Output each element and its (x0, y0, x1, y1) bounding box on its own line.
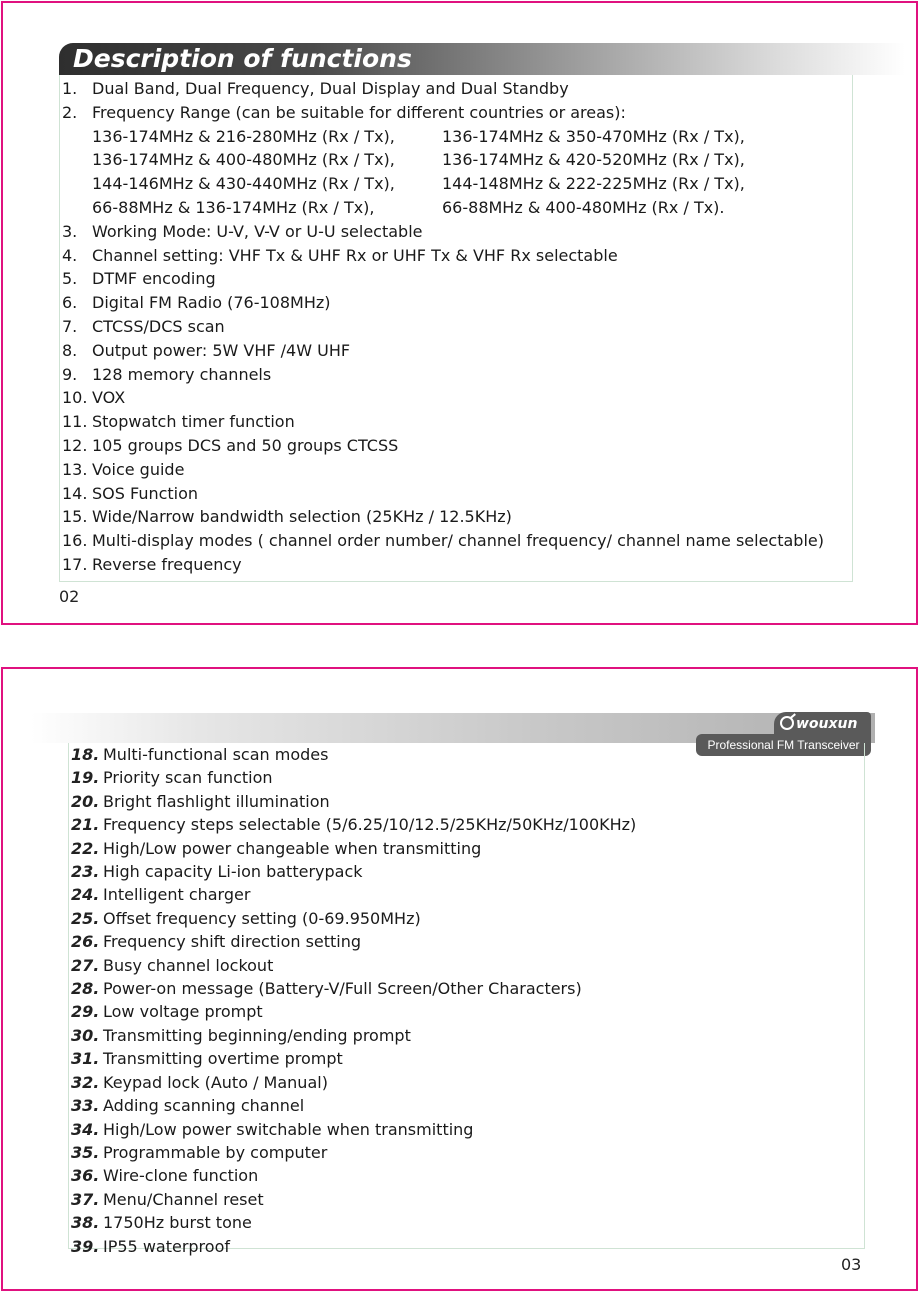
frequency-right: 136-174MHz & 420-520MHz (Rx / Tx), (442, 150, 745, 170)
item-text: Menu/Channel reset (103, 1189, 264, 1209)
functions-box-2 (68, 743, 865, 1256)
frequency-left: 66-88MHz & 136-174MHz (Rx / Tx), (92, 197, 375, 217)
item-text: Transmitting beginning/ending prompt (103, 1025, 411, 1045)
list-item (71, 1211, 636, 1234)
item-number: 5. (62, 269, 78, 289)
item-text: CTCSS/DCS scan (92, 316, 225, 336)
list-item (71, 1141, 636, 1164)
list-item (62, 291, 824, 315)
item-text: Frequency Range (can be suitable for different countries or areas): (92, 102, 626, 122)
list-item (62, 363, 824, 387)
list-item (71, 1164, 636, 1187)
item-text: Intelligent charger (103, 885, 251, 905)
list-item (62, 315, 824, 339)
list-item (71, 813, 636, 836)
item-text: VOX (92, 388, 126, 408)
functions-box-1 (59, 75, 853, 582)
brand-name-badge (774, 712, 871, 736)
item-text: Channel setting: VHF Tx & UHF Rx or UHF Tx & VHF Rx selectable (92, 245, 618, 265)
item-number: 18. (71, 745, 100, 764)
brand-name: wouxun (796, 716, 858, 732)
list-item (71, 907, 636, 930)
list-item (71, 977, 636, 1000)
list-item (62, 220, 824, 244)
item-number: 12. (62, 435, 88, 455)
item-text: 105 groups DCS and 50 groups CTCSS (92, 435, 399, 455)
item-text: Multi-functional scan modes (103, 745, 329, 764)
frequency-right: 144-148MHz & 222-225MHz (Rx / Tx), (442, 174, 745, 194)
manual-page-03 (1, 667, 918, 1291)
item-number: 37. (71, 1189, 100, 1209)
list-item (62, 553, 824, 577)
item-number: 38. (71, 1213, 100, 1233)
item-number: 16. (62, 531, 88, 551)
item-text: DTMF encoding (92, 269, 216, 289)
item-text: Adding scanning channel (103, 1096, 305, 1116)
function-list-2 (71, 743, 636, 1258)
item-text: Stopwatch timer function (92, 412, 295, 432)
item-text: Power-on message (Battery-V/Full Screen/Other Characters) (103, 979, 582, 999)
page-number: 02 (59, 587, 80, 606)
list-item (62, 482, 824, 506)
item-number: 22. (71, 838, 100, 858)
frequency-row (62, 125, 824, 149)
item-number: 13. (62, 459, 88, 479)
item-text: High capacity Li-ion batterypack (103, 862, 363, 882)
list-item (71, 1071, 636, 1094)
item-number: 39. (71, 1236, 100, 1256)
item-number: 8. (62, 340, 78, 360)
list-item (71, 954, 636, 977)
item-number: 27. (71, 955, 100, 975)
list-item (71, 1118, 636, 1141)
item-text: Wide/Narrow bandwidth selection (25KHz / 12.5KHz) (92, 507, 512, 527)
list-item (71, 1024, 636, 1047)
item-number: 28. (71, 979, 100, 999)
list-item (62, 505, 824, 529)
item-text: Priority scan function (103, 768, 273, 788)
list-item (62, 434, 824, 458)
list-item (62, 77, 824, 101)
item-text: Offset frequency setting (0-69.950MHz) (103, 908, 421, 928)
section-title-bar (59, 43, 905, 75)
page-number: 03 (841, 1255, 862, 1274)
item-text: Multi-display modes ( channel order number/ channel frequency/ channel name selectable) (92, 531, 824, 551)
brand-tagline: Professional FM Transceiver (696, 734, 871, 756)
section-title: Description of functions (73, 44, 412, 73)
list-item (71, 1000, 636, 1023)
item-text: Transmitting overtime prompt (103, 1049, 343, 1069)
list-item (62, 529, 824, 553)
item-text: Frequency steps selectable (5/6.25/10/12.5/25KHz/50KHz/100KHz) (103, 815, 637, 835)
list-item (71, 930, 636, 953)
item-number: 24. (71, 885, 100, 905)
manual-page-02 (1, 1, 918, 625)
frequency-left: 136-174MHz & 400-480MHz (Rx / Tx), (92, 150, 395, 170)
item-number: 23. (71, 862, 100, 882)
frequency-left: 144-146MHz & 430-440MHz (Rx / Tx), (92, 174, 395, 194)
list-item (71, 883, 636, 906)
item-number: 7. (62, 316, 78, 336)
item-number: 9. (62, 364, 78, 384)
item-number: 3. (62, 221, 78, 241)
item-text: Low voltage prompt (103, 1002, 263, 1022)
item-number: 20. (71, 791, 100, 811)
item-text: Dual Band, Dual Frequency, Dual Display and Dual Standby (92, 79, 569, 98)
frequency-row (62, 172, 824, 196)
item-text: Output power: 5W VHF /4W UHF (92, 340, 351, 360)
item-number: 26. (71, 932, 100, 952)
list-item (71, 766, 636, 789)
item-text: Bright flashlight illumination (103, 791, 330, 811)
list-item (62, 339, 824, 363)
item-text: IP55 waterproof (103, 1236, 230, 1256)
item-number: 29. (71, 1002, 100, 1022)
item-text: SOS Function (92, 483, 199, 503)
item-number: 32. (71, 1072, 100, 1092)
function-list-1 (62, 77, 824, 577)
list-item (71, 1188, 636, 1211)
list-item (62, 267, 824, 291)
frequency-right: 66-88MHz & 400-480MHz (Rx / Tx). (442, 197, 725, 217)
item-text: High/Low power changeable when transmitting (103, 838, 482, 858)
item-text: 1750Hz burst tone (103, 1213, 252, 1233)
list-item (62, 244, 824, 268)
list-item (71, 1047, 636, 1070)
item-number: 2. (62, 102, 78, 122)
item-number: 30. (71, 1025, 100, 1045)
item-number: 1. (62, 79, 78, 98)
frequency-right: 136-174MHz & 350-470MHz (Rx / Tx), (442, 126, 745, 146)
item-text: Busy channel lockout (103, 955, 274, 975)
wouxun-logo-icon (780, 716, 794, 730)
item-number: 14. (62, 483, 88, 503)
list-item (71, 790, 636, 813)
list-item (71, 837, 636, 860)
frequency-row (62, 196, 824, 220)
list-item (62, 458, 824, 482)
item-text: Frequency shift direction setting (103, 932, 362, 952)
item-number: 34. (71, 1119, 100, 1139)
item-text: Programmable by computer (103, 1142, 328, 1162)
item-number: 36. (71, 1166, 100, 1186)
item-number: 6. (62, 293, 78, 313)
list-item (62, 410, 824, 434)
item-number: 25. (71, 908, 100, 928)
item-number: 21. (71, 815, 100, 835)
item-number: 35. (71, 1142, 100, 1162)
item-number: 11. (62, 412, 88, 432)
list-item (62, 386, 824, 410)
list-item (71, 1094, 636, 1117)
frequency-row (62, 148, 824, 172)
item-number: 4. (62, 245, 78, 265)
item-text: Digital FM Radio (76-108MHz) (92, 293, 331, 313)
list-item (71, 860, 636, 883)
item-text: Keypad lock (Auto / Manual) (103, 1072, 328, 1092)
item-text: Working Mode: U-V, V-V or U-U selectable (92, 221, 423, 241)
item-text: Wire-clone function (103, 1166, 259, 1186)
list-item (71, 743, 636, 766)
frequency-left: 136-174MHz & 216-280MHz (Rx / Tx), (92, 126, 395, 146)
item-number: 33. (71, 1096, 100, 1116)
item-text: Voice guide (92, 459, 185, 479)
item-number: 19. (71, 768, 100, 788)
item-number: 31. (71, 1049, 100, 1069)
item-text: Reverse frequency (92, 554, 242, 574)
item-number: 15. (62, 507, 88, 527)
list-item (62, 101, 824, 125)
item-text: High/Low power switchable when transmitting (103, 1119, 474, 1139)
list-item (71, 1235, 636, 1258)
item-text: 128 memory channels (92, 364, 272, 384)
item-number: 17. (62, 554, 88, 574)
item-number: 10. (62, 388, 88, 408)
